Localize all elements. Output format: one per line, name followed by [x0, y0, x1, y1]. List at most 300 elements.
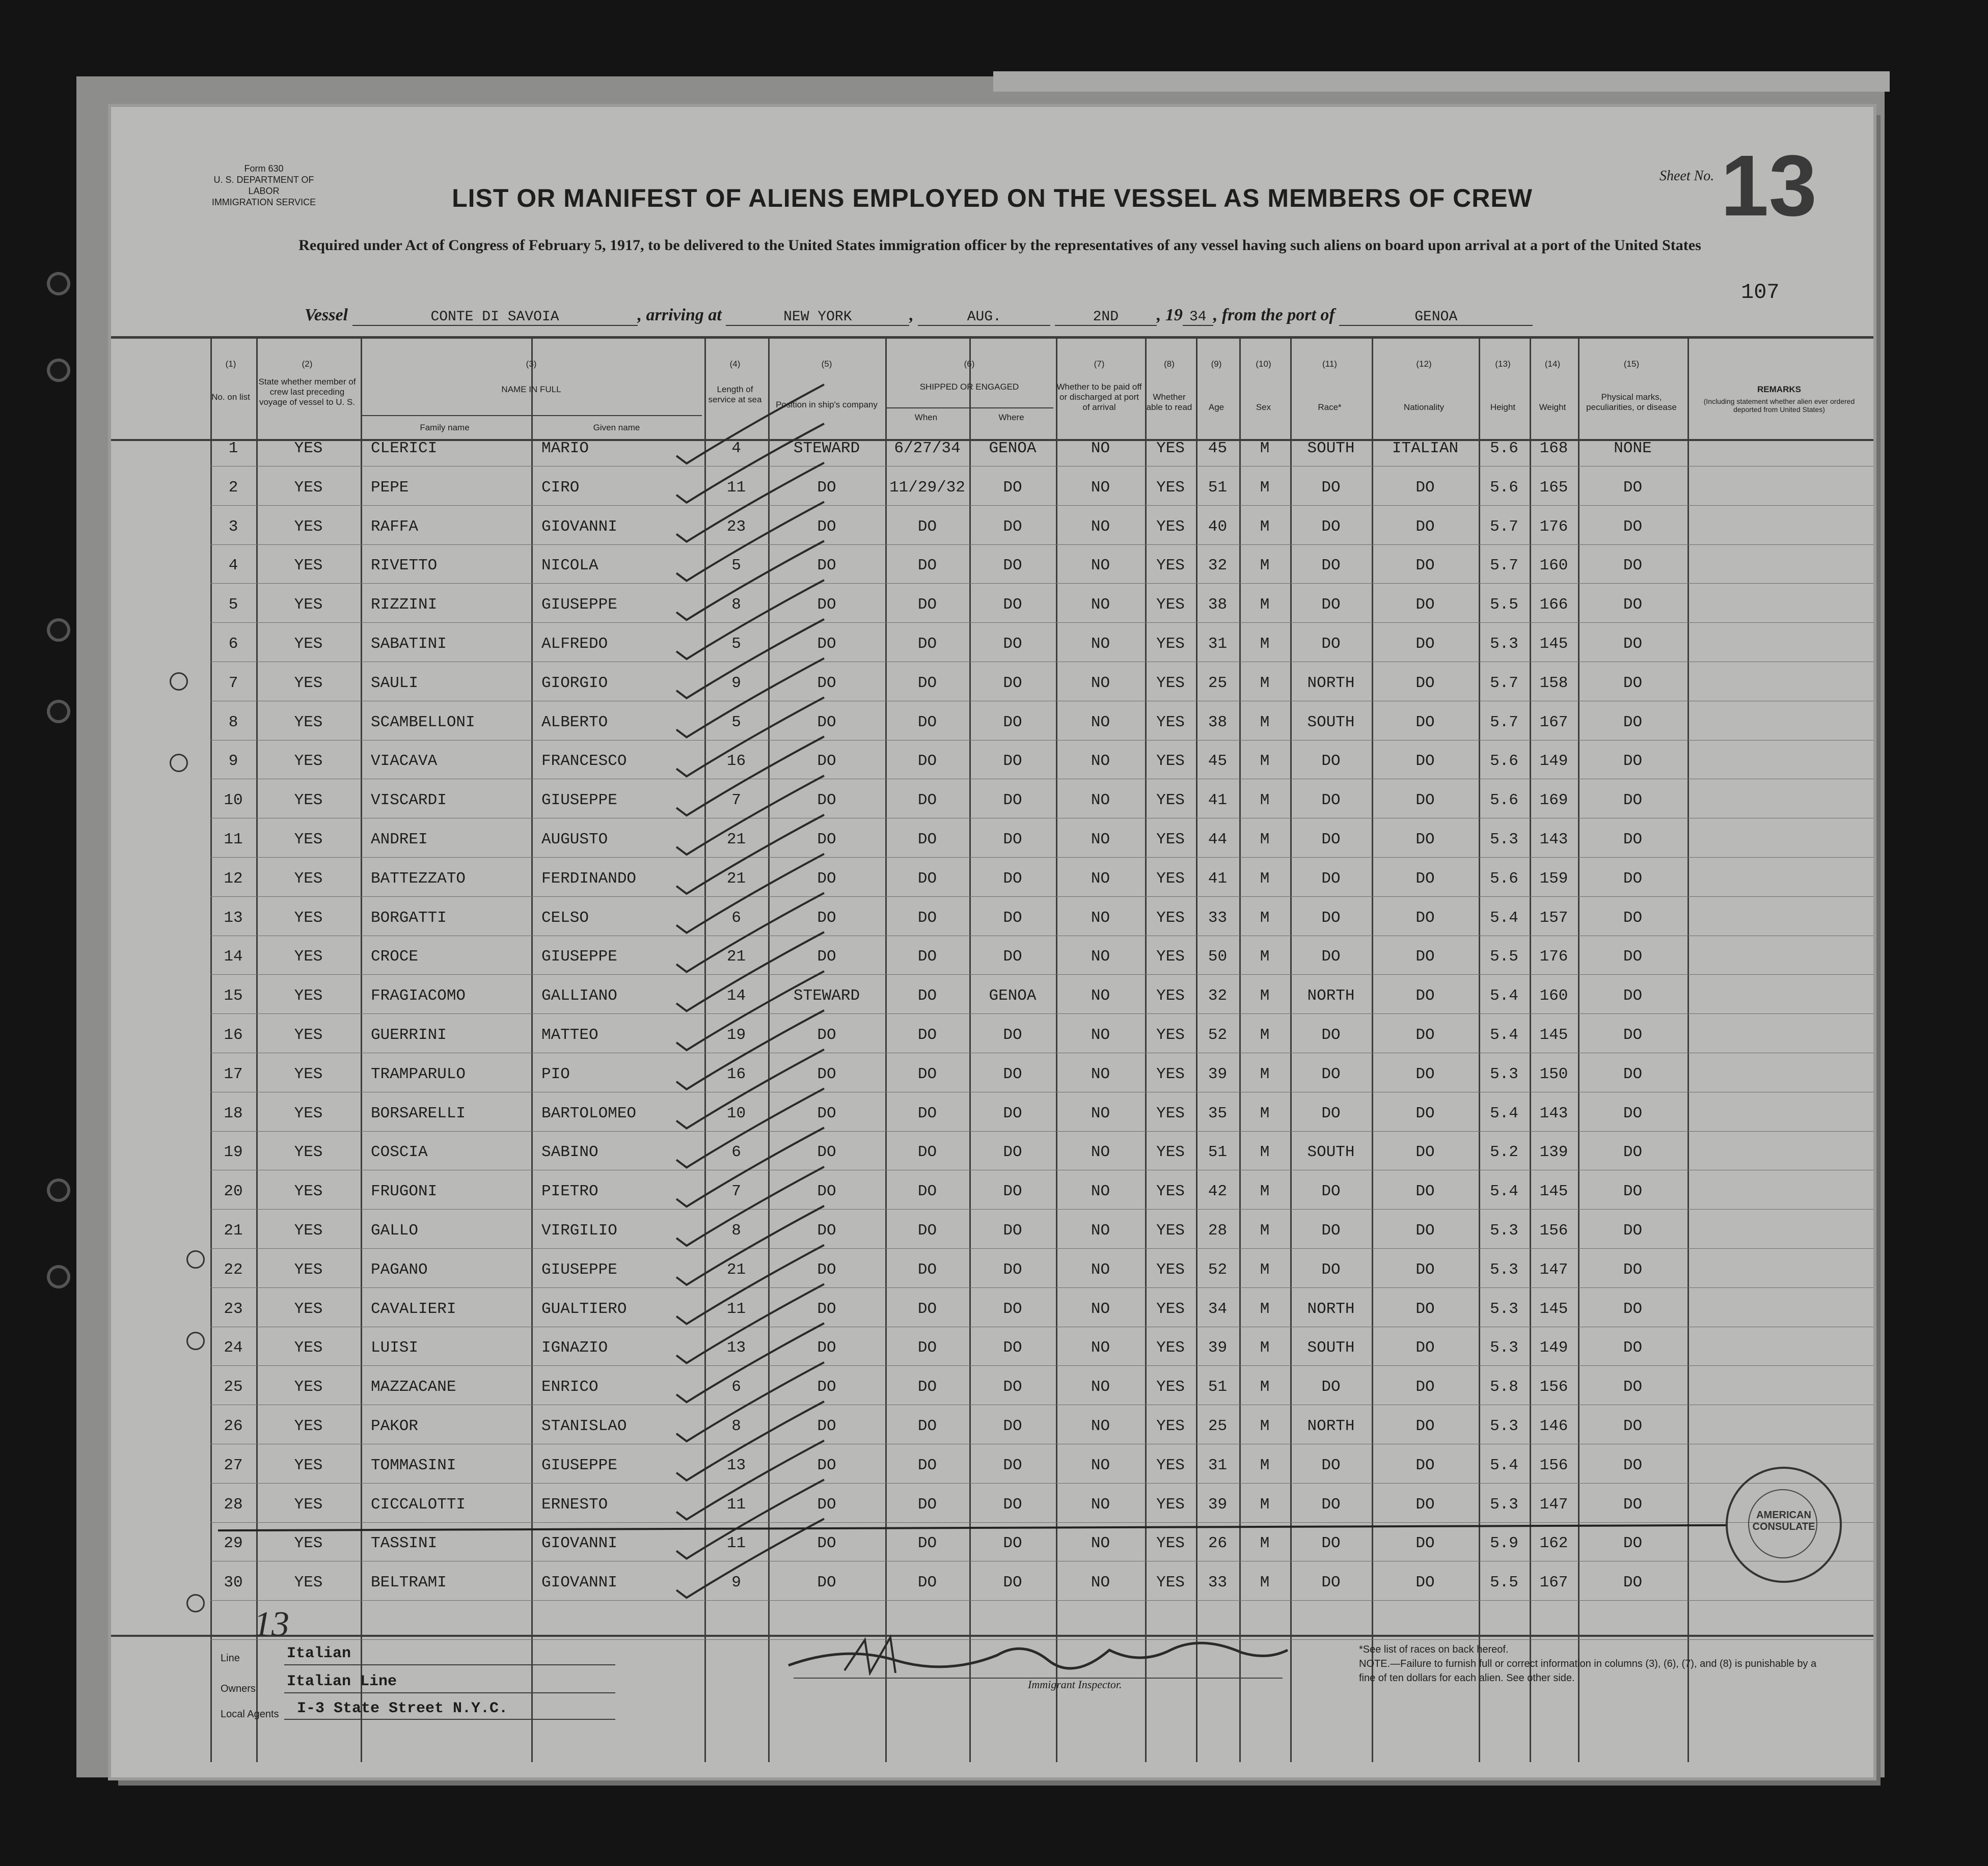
- cell-family: RAFFA: [371, 518, 419, 536]
- cell-service: 8: [731, 1417, 741, 1435]
- cell-prev: YES: [294, 635, 323, 653]
- cell-weight: 160: [1539, 557, 1568, 574]
- cell-paid: NO: [1091, 752, 1110, 770]
- cell-service: 5: [731, 635, 741, 653]
- header-age: Age: [1208, 402, 1224, 412]
- cell-no: 24: [224, 1339, 243, 1357]
- cell-read: YES: [1156, 714, 1185, 731]
- cell-family: RIZZINI: [371, 596, 438, 614]
- cell-service: 14: [726, 987, 746, 1005]
- cell-weight: 156: [1539, 1222, 1568, 1240]
- cell-race: DO: [1321, 948, 1341, 966]
- cell-marks: DO: [1623, 596, 1643, 614]
- cell-sex: M: [1260, 791, 1270, 809]
- cell-height: 5.4: [1490, 1105, 1518, 1122]
- cell-service: 21: [726, 870, 746, 888]
- cell-prev: YES: [294, 518, 323, 536]
- cell-when: DO: [917, 1496, 937, 1514]
- footer-rule: [284, 1692, 615, 1693]
- cell-read: YES: [1156, 870, 1185, 888]
- cell-service: 21: [726, 1261, 746, 1279]
- cell-position: DO: [817, 752, 836, 770]
- cell-weight: 143: [1539, 1105, 1568, 1122]
- cell-prev: YES: [294, 1378, 323, 1396]
- cell-nationality: DO: [1415, 635, 1435, 653]
- column-number: (12): [1416, 359, 1432, 369]
- cell-read: YES: [1156, 1143, 1185, 1161]
- cell-nationality: DO: [1415, 596, 1435, 614]
- column-number: (5): [821, 359, 832, 369]
- cell-where: DO: [1003, 674, 1022, 692]
- header-able-to-read: Whether able to read: [1146, 392, 1192, 412]
- cell-position: DO: [817, 1457, 836, 1474]
- cell-prev: YES: [294, 948, 323, 966]
- cell-read: YES: [1156, 674, 1185, 692]
- inspector-label: Immigrant Inspector.: [1028, 1678, 1122, 1691]
- cell-family: TOMMASINI: [371, 1457, 456, 1474]
- header-paid-off: Whether to be paid off or discharged at port of arrival: [1056, 382, 1142, 412]
- cell-age: 44: [1208, 831, 1228, 848]
- cell-sex: M: [1260, 1496, 1270, 1514]
- cell-position: DO: [817, 1261, 836, 1279]
- cell-service: 21: [726, 948, 746, 966]
- cell-read: YES: [1156, 1496, 1185, 1514]
- cell-age: 51: [1208, 479, 1228, 497]
- cell-height: 5.4: [1490, 1026, 1518, 1044]
- cell-height: 5.3: [1490, 1065, 1518, 1083]
- cell-service: 9: [731, 674, 741, 692]
- departure-port: GENOA: [1339, 309, 1533, 326]
- cell-family: MAZZACANE: [371, 1378, 456, 1396]
- column-number: (9): [1211, 359, 1222, 369]
- row-rule: [210, 1131, 1873, 1132]
- cell-when: DO: [917, 635, 937, 653]
- cell-race: NORTH: [1307, 1300, 1355, 1318]
- cell-prev: YES: [294, 831, 323, 848]
- cell-age: 51: [1208, 1378, 1228, 1396]
- cell-position: DO: [817, 635, 836, 653]
- department: U. S. DEPARTMENT OF LABOR: [213, 175, 314, 196]
- cell-sex: M: [1260, 1261, 1270, 1279]
- cell-family: TASSINI: [371, 1534, 438, 1552]
- cell-race: DO: [1321, 1026, 1341, 1044]
- cell-given: GIOVANNI: [541, 1574, 617, 1591]
- cell-sex: M: [1260, 948, 1270, 966]
- cell-read: YES: [1156, 1457, 1185, 1474]
- cell-when: DO: [917, 1339, 937, 1357]
- cell-service: 8: [731, 1222, 741, 1240]
- owners-value: Italian Line: [287, 1673, 397, 1690]
- cell-given: FERDINANDO: [541, 870, 637, 888]
- page-number: 107: [1741, 280, 1780, 305]
- cell-prev: YES: [294, 440, 323, 457]
- cell-paid: NO: [1091, 870, 1110, 888]
- cell-no: 20: [224, 1183, 243, 1200]
- note-races: *See list of races on back hereof.: [1359, 1644, 1509, 1655]
- footer-rule: [284, 1719, 615, 1720]
- cell-prev: YES: [294, 1183, 323, 1200]
- cell-weight: 147: [1539, 1261, 1568, 1279]
- cell-race: SOUTH: [1307, 1143, 1355, 1161]
- cell-marks: DO: [1623, 1457, 1643, 1474]
- cell-nationality: DO: [1415, 1065, 1435, 1083]
- cell-position: DO: [817, 1496, 836, 1514]
- cell-service: 23: [726, 518, 746, 536]
- cell-height: 5.7: [1490, 518, 1518, 536]
- cell-where: DO: [1003, 1143, 1022, 1161]
- cell-position: STEWARD: [793, 987, 860, 1005]
- cell-prev: YES: [294, 987, 323, 1005]
- cell-service: 11: [726, 479, 746, 497]
- cell-height: 5.3: [1490, 1300, 1518, 1318]
- cell-paid: NO: [1091, 1417, 1110, 1435]
- page-title: LIST OR MANIFEST OF ALIENS EMPLOYED ON THE VESSEL AS MEMBERS OF CREW: [452, 184, 1533, 212]
- cell-prev: YES: [294, 557, 323, 574]
- cell-no: 14: [224, 948, 243, 966]
- row-rule: [210, 1522, 1873, 1523]
- footer-note: [1359, 1642, 1828, 1685]
- cell-race: SOUTH: [1307, 440, 1355, 457]
- cell-given: GALLIANO: [541, 987, 617, 1005]
- cell-nationality: DO: [1415, 1378, 1435, 1396]
- cell-read: YES: [1156, 987, 1185, 1005]
- cell-height: 5.3: [1490, 1417, 1518, 1435]
- cell-race: NORTH: [1307, 987, 1355, 1005]
- cell-no: 13: [224, 909, 243, 927]
- cell-prev: YES: [294, 1339, 323, 1357]
- cell-where: GENOA: [989, 987, 1037, 1005]
- cell-when: DO: [917, 987, 937, 1005]
- cell-when: DO: [917, 596, 937, 614]
- cell-height: 5.7: [1490, 557, 1518, 574]
- cell-family: GUERRINI: [371, 1026, 447, 1044]
- cell-height: 5.3: [1490, 635, 1518, 653]
- cell-where: DO: [1003, 831, 1022, 848]
- cell-service: 11: [726, 1534, 746, 1552]
- cell-prev: YES: [294, 1222, 323, 1240]
- from-label: , from the port of: [1213, 306, 1335, 324]
- cell-family: BORGATTI: [371, 909, 447, 927]
- punch-ring: [170, 754, 188, 772]
- cell-height: 5.6: [1490, 440, 1518, 457]
- cell-family: SCAMBELLONI: [371, 714, 475, 731]
- cell-no: 18: [224, 1105, 243, 1122]
- cell-age: 39: [1208, 1065, 1228, 1083]
- column-number: (4): [729, 359, 741, 369]
- cell-where: DO: [1003, 518, 1022, 536]
- cell-marks: DO: [1623, 479, 1643, 497]
- cell-marks: DO: [1623, 1105, 1643, 1122]
- cell-height: 5.9: [1490, 1534, 1518, 1552]
- cell-when: DO: [917, 1183, 937, 1200]
- cell-marks: DO: [1623, 1143, 1643, 1161]
- cell-given: IGNAZIO: [541, 1339, 608, 1357]
- cell-service: 10: [726, 1105, 746, 1122]
- cell-no: 25: [224, 1378, 243, 1396]
- cell-nationality: DO: [1415, 674, 1435, 692]
- cell-read: YES: [1156, 1300, 1185, 1318]
- cell-family: COSCIA: [371, 1143, 428, 1161]
- column-number: (8): [1164, 359, 1175, 369]
- cell-family: SABATINI: [371, 635, 447, 653]
- cell-race: DO: [1321, 909, 1341, 927]
- line-label: Line: [221, 1653, 240, 1664]
- cell-nationality: DO: [1415, 1143, 1435, 1161]
- cell-weight: 147: [1539, 1496, 1568, 1514]
- header-position: Position in ship's company: [776, 400, 878, 409]
- cell-family: FRAGIACOMO: [371, 987, 466, 1005]
- cell-marks: DO: [1623, 870, 1643, 888]
- cell-paid: NO: [1091, 596, 1110, 614]
- binder-hole: [50, 1182, 67, 1199]
- cell-age: 35: [1208, 1105, 1228, 1122]
- cell-nationality: DO: [1415, 870, 1435, 888]
- cell-given: PIETRO: [541, 1183, 598, 1200]
- cell-sex: M: [1260, 1417, 1270, 1435]
- cell-when: DO: [917, 1300, 937, 1318]
- column-number: (1): [225, 359, 236, 369]
- cell-marks: DO: [1623, 518, 1643, 536]
- cell-no: 26: [224, 1417, 243, 1435]
- cell-race: NORTH: [1307, 674, 1355, 692]
- stamp-text: AMERICAN CONSULATE: [1752, 1510, 1815, 1532]
- cell-family: BATTEZZATO: [371, 870, 466, 888]
- underlying-page-edge: [993, 71, 1890, 92]
- cell-given: GIUSEPPE: [541, 1457, 617, 1474]
- cell-read: YES: [1156, 1105, 1185, 1122]
- cell-paid: NO: [1091, 479, 1110, 497]
- cell-age: 33: [1208, 909, 1228, 927]
- binder-hole: [50, 703, 67, 720]
- cell-race: DO: [1321, 635, 1341, 653]
- cell-weight: 139: [1539, 1143, 1568, 1161]
- cell-sex: M: [1260, 1457, 1270, 1474]
- cell-sex: M: [1260, 1534, 1270, 1552]
- cell-prev: YES: [294, 909, 323, 927]
- owners-label: Owners: [221, 1683, 256, 1694]
- cell-nationality: DO: [1415, 791, 1435, 809]
- cell-paid: NO: [1091, 791, 1110, 809]
- subheader-rule: [361, 415, 702, 416]
- cell-paid: NO: [1091, 948, 1110, 966]
- cell-marks: NONE: [1614, 440, 1652, 457]
- cell-sex: M: [1260, 1300, 1270, 1318]
- sheet-label: Sheet No.: [1659, 168, 1714, 184]
- cell-read: YES: [1156, 791, 1185, 809]
- cell-marks: DO: [1623, 1065, 1643, 1083]
- cell-paid: NO: [1091, 1574, 1110, 1591]
- cell-where: DO: [1003, 1496, 1022, 1514]
- cell-no: 16: [224, 1026, 243, 1044]
- cell-family: VIACAVA: [371, 752, 438, 770]
- cell-given: NICOLA: [541, 557, 598, 574]
- cell-nationality: DO: [1415, 1496, 1435, 1514]
- cell-service: 4: [731, 440, 741, 457]
- cell-when: DO: [917, 1457, 937, 1474]
- cell-service: 11: [726, 1496, 746, 1514]
- cell-race: DO: [1321, 1261, 1341, 1279]
- column-number: (13): [1495, 359, 1511, 369]
- cell-family: BELTRAMI: [371, 1574, 447, 1591]
- punch-ring: [186, 1250, 205, 1269]
- column-number: (10): [1256, 359, 1271, 369]
- cell-sex: M: [1260, 674, 1270, 692]
- cell-read: YES: [1156, 1574, 1185, 1591]
- punch-ring: [186, 1594, 205, 1612]
- cell-prev: YES: [294, 752, 323, 770]
- cell-nationality: DO: [1415, 909, 1435, 927]
- cell-paid: NO: [1091, 557, 1110, 574]
- cell-prev: YES: [294, 791, 323, 809]
- cell-marks: DO: [1623, 635, 1643, 653]
- cell-race: SOUTH: [1307, 1339, 1355, 1357]
- footer-rule: [284, 1664, 615, 1665]
- cell-height: 5.4: [1490, 1457, 1518, 1474]
- cell-sex: M: [1260, 518, 1270, 536]
- cell-height: 5.5: [1490, 1574, 1518, 1591]
- header-when: When: [914, 413, 938, 422]
- cell-age: 51: [1208, 1143, 1228, 1161]
- page-subtitle: Required under Act of Congress of February 5, 1917, to be delivered to the United States immigration officer by the representatives of any vessel having such aliens on board upon arrival at a port of the United States: [298, 237, 1701, 254]
- cell-given: GIUSEPPE: [541, 791, 617, 809]
- cell-marks: DO: [1623, 1222, 1643, 1240]
- cell-where: DO: [1003, 557, 1022, 574]
- cell-read: YES: [1156, 831, 1185, 848]
- header-length-of-service: Length of service at sea: [708, 385, 762, 404]
- cell-position: DO: [817, 557, 836, 574]
- cell-marks: DO: [1623, 1496, 1643, 1514]
- cell-where: DO: [1003, 714, 1022, 731]
- cell-weight: 162: [1539, 1534, 1568, 1552]
- cell-nationality: DO: [1415, 1457, 1435, 1474]
- cell-age: 31: [1208, 635, 1228, 653]
- header-sex: Sex: [1256, 402, 1271, 412]
- row-rule: [210, 1013, 1873, 1014]
- cell-position: DO: [817, 948, 836, 966]
- cell-service: 19: [726, 1026, 746, 1044]
- row-rule: [210, 1287, 1873, 1288]
- cell-read: YES: [1156, 1378, 1185, 1396]
- cell-read: YES: [1156, 1183, 1185, 1200]
- cell-nationality: DO: [1415, 1222, 1435, 1240]
- cell-weight: 156: [1539, 1457, 1568, 1474]
- cell-position: DO: [817, 1574, 836, 1591]
- cell-prev: YES: [294, 870, 323, 888]
- binder-hole: [50, 275, 67, 292]
- cell-race: DO: [1321, 557, 1341, 574]
- cell-where: DO: [1003, 1534, 1022, 1552]
- inspector-signature: [783, 1630, 1293, 1686]
- header-where: Where: [998, 413, 1024, 422]
- cell-given: GIOVANNI: [541, 518, 617, 536]
- cell-given: SABINO: [541, 1143, 598, 1161]
- cell-no: 23: [224, 1300, 243, 1318]
- cell-service: 5: [731, 557, 741, 574]
- cell-service: 16: [726, 752, 746, 770]
- cell-height: 5.6: [1490, 752, 1518, 770]
- cell-prev: YES: [294, 1026, 323, 1044]
- cell-marks: DO: [1623, 909, 1643, 927]
- cell-read: YES: [1156, 948, 1185, 966]
- cell-sex: M: [1260, 1143, 1270, 1161]
- cell-given: VIRGILIO: [541, 1222, 617, 1240]
- cell-no: 8: [228, 714, 238, 731]
- cell-service: 6: [731, 1143, 741, 1161]
- cell-race: DO: [1321, 1574, 1341, 1591]
- cell-when: 11/29/32: [889, 479, 965, 497]
- cell-position: DO: [817, 1065, 836, 1083]
- cell-age: 45: [1208, 752, 1228, 770]
- cell-when: DO: [917, 1261, 937, 1279]
- cell-no: 6: [228, 635, 238, 653]
- cell-position: DO: [817, 1378, 836, 1396]
- header-shipped-engaged: SHIPPED OR ENGAGED: [919, 382, 1019, 392]
- cell-where: DO: [1003, 1026, 1022, 1044]
- cell-marks: DO: [1623, 752, 1643, 770]
- cell-when: DO: [917, 831, 937, 848]
- cell-age: 40: [1208, 518, 1228, 536]
- cell-read: YES: [1156, 1026, 1185, 1044]
- cell-nationality: DO: [1415, 1534, 1435, 1552]
- row-rule: [210, 1248, 1873, 1249]
- cell-where: DO: [1003, 479, 1022, 497]
- cell-given: GIORGIO: [541, 674, 608, 692]
- cell-marks: DO: [1623, 791, 1643, 809]
- row-27-strikethrough: [218, 1524, 1726, 1531]
- cell-weight: 159: [1539, 870, 1568, 888]
- cell-when: DO: [917, 518, 937, 536]
- cell-sex: M: [1260, 440, 1270, 457]
- cell-height: 5.6: [1490, 791, 1518, 809]
- cell-position: STEWARD: [793, 440, 860, 457]
- agents-value: I-3 State Street N.Y.C.: [297, 1700, 508, 1717]
- cell-height: 5.2: [1490, 1143, 1518, 1161]
- cell-age: 28: [1208, 1222, 1228, 1240]
- row-rule: [210, 974, 1873, 975]
- cell-weight: 167: [1539, 1574, 1568, 1591]
- cell-where: DO: [1003, 596, 1022, 614]
- cell-position: DO: [817, 1143, 836, 1161]
- cell-race: DO: [1321, 1378, 1341, 1396]
- row-rule: [210, 505, 1873, 506]
- cell-prev: YES: [294, 1574, 323, 1591]
- cell-no: 28: [224, 1496, 243, 1514]
- note-fine: NOTE.—Failure to furnish full or correct information in columns (3), (6), (7), and (8) is punishable by a fine of ten dollars for each alien. See other side.: [1359, 1658, 1817, 1684]
- cell-family: CICCALOTTI: [371, 1496, 466, 1514]
- cell-paid: NO: [1091, 1143, 1110, 1161]
- cell-weight: 156: [1539, 1378, 1568, 1396]
- header-name-in-full: NAME IN FULL: [501, 385, 561, 394]
- cell-marks: DO: [1623, 1378, 1643, 1396]
- cell-position: DO: [817, 596, 836, 614]
- punch-ring: [170, 672, 188, 691]
- column-number: (6): [964, 359, 975, 369]
- cell-nationality: DO: [1415, 1300, 1435, 1318]
- cell-read: YES: [1156, 518, 1185, 536]
- cell-no: 10: [224, 791, 243, 809]
- cell-age: 39: [1208, 1496, 1228, 1514]
- cell-height: 5.3: [1490, 1261, 1518, 1279]
- cell-no: 15: [224, 987, 243, 1005]
- cell-weight: 145: [1539, 635, 1568, 653]
- cell-no: 12: [224, 870, 243, 888]
- cell-when: DO: [917, 1143, 937, 1161]
- cell-nationality: DO: [1415, 1417, 1435, 1435]
- cell-paid: NO: [1091, 1026, 1110, 1044]
- cell-when: DO: [917, 870, 937, 888]
- cell-service: 13: [726, 1339, 746, 1357]
- cell-weight: 150: [1539, 1065, 1568, 1083]
